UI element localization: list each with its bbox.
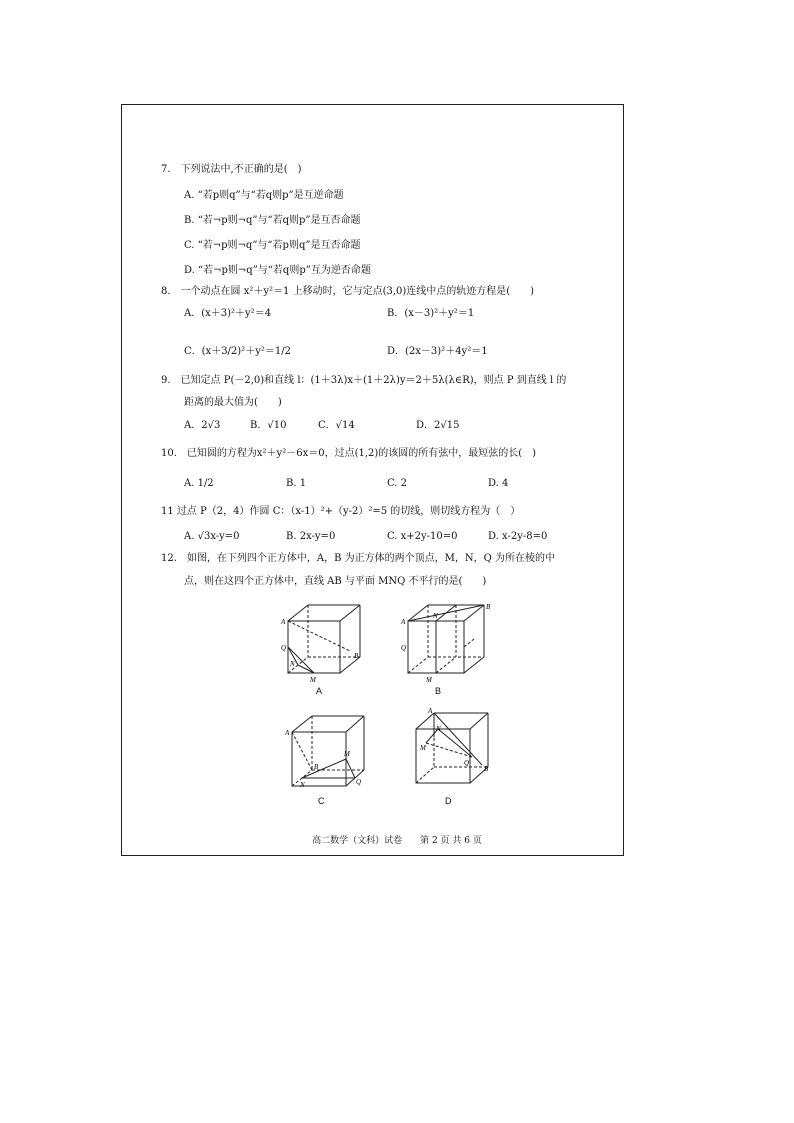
cube-c-label-m: M (344, 750, 350, 758)
cube-c-label-b: B (314, 763, 319, 771)
q10-option-c: C. 2 (387, 478, 408, 489)
q9-option-d: D．2√15 (416, 420, 460, 431)
q7-option-c: C. “若¬p则¬q”与“若p则q”是互否命题 (184, 240, 361, 251)
q10-stem: 10. 已知圆的方程为x²＋y²－6x＝0，过点(1,2)的该圆的所有弦中，最短弦的长( ) (161, 448, 537, 459)
q8-option-a: A．(x＋3)²＋y²＝4 (184, 308, 272, 319)
q9-stem: 9. 已知定点 P(－2,0)和直线 l：(1＋3λ)x＋(1＋2λ)y＝2＋5λ(λ∈R)，则点 P 到直线 l 的 (161, 375, 567, 386)
cube-figure-c (282, 712, 372, 792)
cube-d-label-m: M (420, 744, 426, 752)
cube-caption-a: A (316, 686, 323, 696)
q11-option-a: A. √3x-y=0 (184, 531, 240, 542)
q10-option-a: A. 1/2 (184, 478, 214, 489)
cube-b-label-b: B (486, 603, 491, 611)
q8-option-d: D．(2x－3)²＋4y²＝1 (387, 346, 488, 357)
q8-option-b: B．(x－3)²＋y²＝1 (387, 308, 475, 319)
q11-option-b: B. 2x-y=0 (286, 531, 336, 542)
q9-option-c: C．√14 (318, 420, 355, 431)
cube-c-label-q: Q (356, 778, 362, 786)
cube-c-label-n: N (300, 781, 305, 789)
cube-a-label-q: Q (281, 644, 287, 652)
cube-figure-a (278, 603, 370, 683)
cube-c-label-a: A (285, 729, 290, 737)
q7-option-a: A. “若p则q”与“若q则p”是互逆命题 (184, 190, 344, 201)
cube-b-label-m: M (426, 676, 432, 683)
q8-stem: 8. 一个动点在圆 x²＋y²＝1 上移动时，它与定点(3,0)连线中点的轨迹方程是( ) (161, 286, 535, 297)
cube-caption-c: C (318, 796, 325, 806)
cube-a-label-b: B (354, 652, 359, 660)
q12-stem-continued: 点，则在这四个正方体中，直线 AB 与平面 MNQ 不平行的是( ) (184, 576, 487, 587)
q9-stem-continued: 距离的最大值为( ) (184, 397, 282, 408)
cube-b-label-a: A (401, 618, 406, 626)
cube-caption-d: D (445, 796, 452, 806)
cube-d-label-n: N (436, 725, 441, 733)
cube-a-label-a: A (281, 618, 286, 626)
q7-option-d: D. “若¬p则¬q”与“若q则p”互为逆否命题 (184, 265, 371, 276)
page-footer: 高二数学（文科）试卷 第 2 页 共 6 页 (312, 836, 482, 846)
cube-figure-d (406, 707, 496, 789)
q7-option-b: B. “若¬p则¬q”与“若q则p”是互否命题 (184, 215, 361, 226)
cube-a-label-m: M (310, 676, 316, 683)
cube-b-label-n: N (433, 612, 438, 620)
q10-option-d: D. 4 (488, 478, 509, 489)
cube-d-label-a: A (428, 707, 433, 715)
q12-stem: 12. 如图，在下列四个正方体中，A，B 为正方体的两个顶点，M，N，Q 为所在棱的中 (161, 553, 556, 564)
cube-figure-b (400, 603, 492, 683)
cube-caption-b: B (435, 686, 442, 696)
q7-stem: 7. 下列说法中,不正确的是( ) (161, 164, 302, 175)
q11-option-d: D. x-2y-8=0 (488, 531, 548, 542)
cube-d-label-b: B (484, 765, 489, 773)
cube-b-label-q: Q (401, 644, 407, 652)
q8-option-c: C．(x＋3/2)²＋y²＝1/2 (184, 346, 291, 357)
cube-a-label-n: N (290, 660, 295, 668)
q11-stem: 11 过点 P（2，4）作圆 C：（x-1）²+（y-2）²=5 的切线，则切线方程为（ ） (161, 506, 521, 517)
q10-option-b: B. 1 (286, 478, 307, 489)
q11-option-c: C. x+2y-10=0 (387, 531, 458, 542)
q9-option-a: A．2√3 (184, 420, 221, 431)
cube-d-label-q: Q (464, 759, 470, 767)
q9-option-b: B．√10 (250, 420, 287, 431)
